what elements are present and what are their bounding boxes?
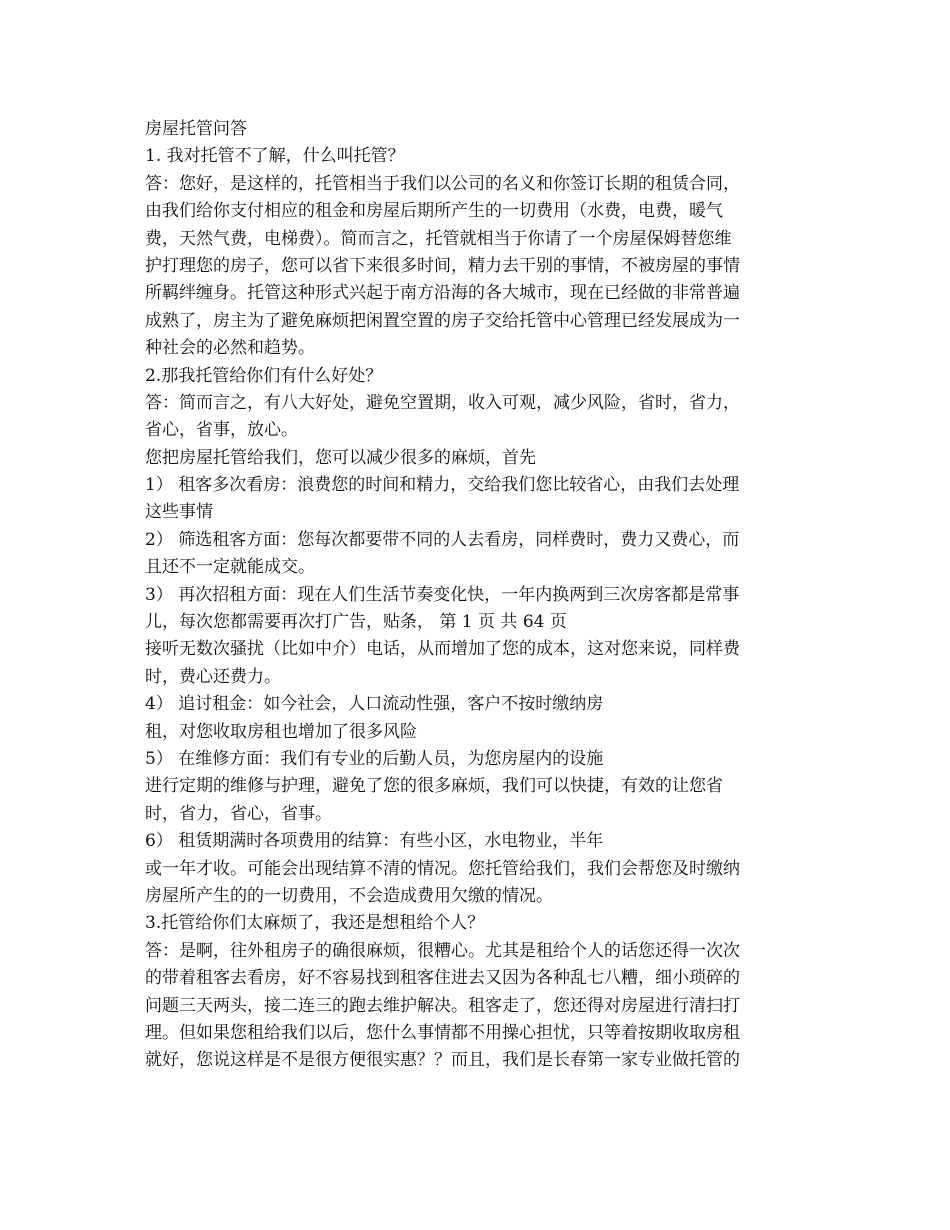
document-body xyxy=(145,116,805,1075)
text-line: 时，费心还费力。 xyxy=(145,666,281,687)
text-line: 或一年才收。可能会出现结算不清的情况。您托管给我们，我们会帮您及时缴纳 xyxy=(145,858,740,879)
text-line: 问题三天两头，接二连三的跑去维护解决。租客走了，您还得对房屋进行清扫打 xyxy=(145,995,740,1016)
text-line: 房屋所产生的的一切费用，不会造成费用欠缴的情况。 xyxy=(145,885,553,906)
document-title: 房屋托管问答 xyxy=(145,119,247,139)
text-line: 所羁绊缠身。托管这种形式兴起于南方沿海的各大城市，现在已经做的非常普遍 xyxy=(145,283,740,304)
text-line: 时，省力，省心，省事。 xyxy=(145,803,332,824)
text-line: 理。但如果您租给我们以后，您什么事情都不用操心担忧，只等着按期收取房租 xyxy=(145,1022,740,1043)
text-line: 种社会的必然和趋势。 xyxy=(145,338,315,359)
text-line: 进行定期的维修与护理，避免了您的很多麻烦，我们可以快捷，有效的让您省 xyxy=(145,776,723,797)
text-line: 2） 筛选租客方面：您每次都要带不同的人去看房，同样费时，费力又费心，而 xyxy=(145,529,740,550)
text-line: 3） 再次招租方面：现在人们生活节奏变化快，一年内换两到三次房客都是常事 xyxy=(145,584,740,605)
text-line: 2.那我托管给你们有什么好处？ xyxy=(145,365,383,386)
text-line: 4） 追讨租金：如今社会，人口流动性强，客户不按时缴纳房 xyxy=(145,694,604,715)
text-line: 这些事情 xyxy=(145,502,213,523)
text-line: 5） 在维修方面：我们有专业的后勤人员，为您房屋内的设施 xyxy=(145,748,604,769)
text-line: 省心，省事，放心。 xyxy=(145,420,298,441)
text-line: 6） 租赁期满时各项费用的结算：有些小区，水电物业，半年 xyxy=(145,831,604,852)
text-line: 且还不一定就能成交。 xyxy=(145,557,315,578)
text-line: 答：您好，是这样的，托管相当于我们以公司的名义和你签订长期的租赁合同， xyxy=(145,173,740,194)
text-line: 护打理您的房子，您可以省下来很多时间，精力去干别的事情，不被房屋的事情 xyxy=(145,255,740,276)
text-line: 1） 租客多次看房：浪费您的时间和精力，交给我们您比较省心，由我们去处理 xyxy=(145,475,740,496)
text-line: 接听无数次骚扰（比如中介）电话，从而增加了您的成本，这对您来说，同样费 xyxy=(145,639,740,660)
text-line: 答：是啊，往外租房子的确很麻烦，很糟心。尤其是租给个人的话您还得一次次 xyxy=(145,940,740,961)
text-line: 就好，您说这样是不是很方便很实惠？？而且，我们是长春第一家专业做托管的 xyxy=(145,1050,740,1071)
text-line: 1. 我对托管不了解，什么叫托管？ xyxy=(145,146,405,167)
text-line: 成熟了，房主为了避免麻烦把闲置空置的房子交给托管中心管理已经发展成为一 xyxy=(145,310,740,331)
text-line: 3.托管给你们太麻烦了，我还是想租给个人？ xyxy=(145,913,485,934)
text-line: 儿，每次您都需要再次打广告，贴条， 第 1 页 共 64 页 xyxy=(145,612,567,633)
text-line: 费，天然气费，电梯费）。简而言之，托管就相当于你请了一个房屋保姆替您维 xyxy=(145,228,732,249)
text-line: 的带着租客去看房，好不容易找到租客住进去又因为各种乱七八糟，细小琐碎的 xyxy=(145,968,740,989)
text-line: 由我们给你支付相应的租金和房屋后期所产生的一切费用（水费，电费，暖气 xyxy=(145,201,723,222)
text-line: 租，对您收取房租也增加了很多风险 xyxy=(145,721,417,742)
text-line: 您把房屋托管给我们，您可以减少很多的麻烦，首先 xyxy=(145,447,536,468)
text-line: 答：简而言之，有八大好处，避免空置期，收入可观，减少风险，省时，省力， xyxy=(145,392,740,413)
